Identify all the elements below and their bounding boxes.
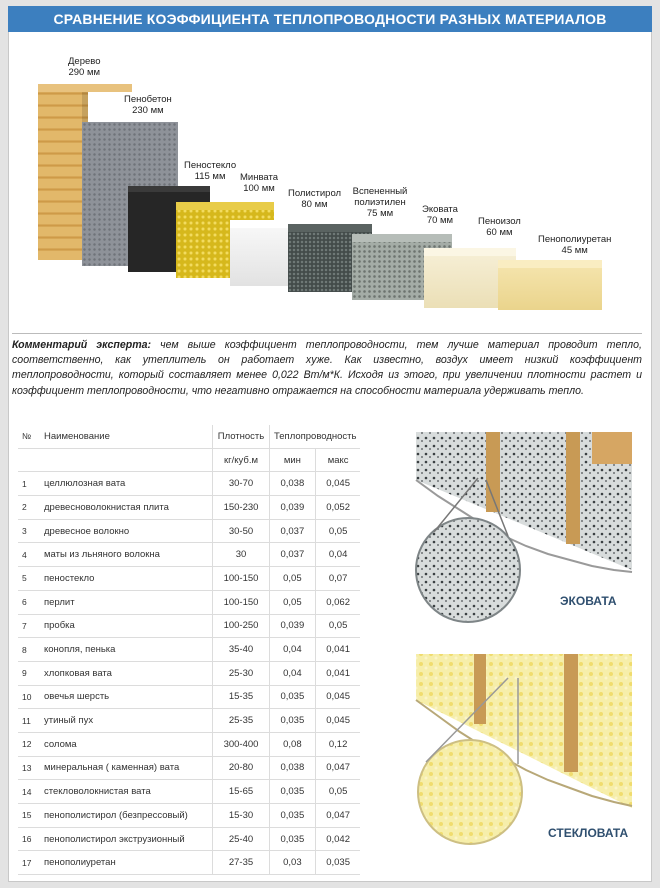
page-title: СРАВНЕНИЕ КОЭФФИЦИЕНТА ТЕПЛОПРОВОДНОСТИ РАЗНЫХ МАТЕРИАЛОВ <box>8 6 652 32</box>
cell-max: 0,041 <box>315 661 360 685</box>
conductivity-table <box>18 425 360 875</box>
table-row <box>18 519 360 543</box>
cell-n: 10 <box>18 685 40 709</box>
material-label: Эковата 70 мм <box>422 204 458 226</box>
cell-max: 0,035 <box>315 851 360 875</box>
table-row <box>18 851 360 875</box>
cell-min: 0,08 <box>270 732 316 756</box>
cell-name: пенополистирол экструзионный <box>40 827 213 851</box>
cell-max: 0,052 <box>315 496 360 520</box>
cell-density: 15-65 <box>213 780 270 804</box>
cell-min: 0,035 <box>270 685 316 709</box>
cell-density: 100-150 <box>213 590 270 614</box>
table-row <box>18 567 360 591</box>
table-row <box>18 804 360 828</box>
cell-name: перлит <box>40 590 213 614</box>
cell-name: конопля, пенька <box>40 638 213 662</box>
cell-n: 2 <box>18 496 40 520</box>
cell-name: древесное волокно <box>40 519 213 543</box>
cell-density: 15-30 <box>213 804 270 828</box>
comment-label: Комментарий эксперта: <box>12 339 152 351</box>
cell-density: 30-50 <box>213 519 270 543</box>
cell-min: 0,038 <box>270 756 316 780</box>
cell-n: 1 <box>18 472 40 496</box>
cell-name: солома <box>40 732 213 756</box>
cell-n: 11 <box>18 709 40 733</box>
cell-density: 27-35 <box>213 851 270 875</box>
cell-name: хлопковая вата <box>40 661 213 685</box>
cell-min: 0,03 <box>270 851 316 875</box>
cell-density: 300-400 <box>213 732 270 756</box>
cell-name: пеностекло <box>40 567 213 591</box>
cell-n: 8 <box>18 638 40 662</box>
table-body <box>18 472 360 875</box>
cell-density: 30-70 <box>213 472 270 496</box>
cell-max: 0,045 <box>315 709 360 733</box>
material-label: Полистирол 80 мм <box>288 188 342 210</box>
cell-max: 0,047 <box>315 756 360 780</box>
cell-max: 0,062 <box>315 590 360 614</box>
glasswool-illustration <box>416 654 632 844</box>
cell-max: 0,12 <box>315 732 360 756</box>
cell-min: 0,039 <box>270 614 316 638</box>
table-row <box>18 827 360 851</box>
material-block-wood-top <box>38 84 132 92</box>
cell-density: 100-250 <box>213 614 270 638</box>
caption-glasswool: СТЕКЛОВАТА <box>548 826 629 840</box>
cell-name: стекловолокнистая вата <box>40 780 213 804</box>
table-row <box>18 614 360 638</box>
cell-name: пробка <box>40 614 213 638</box>
table-row <box>18 638 360 662</box>
table-row <box>18 780 360 804</box>
cell-density: 25-35 <box>213 709 270 733</box>
cell-density: 150-230 <box>213 496 270 520</box>
material-label: Пенобетон 230 мм <box>124 94 172 116</box>
col-min: мин <box>270 448 316 472</box>
materials-comparison <box>12 34 648 326</box>
col-name: Наименование <box>40 425 213 448</box>
col-max: макс <box>315 448 360 472</box>
cell-density: 100-150 <box>213 567 270 591</box>
table-row <box>18 756 360 780</box>
col-conductivity: Теплопроводность <box>270 425 361 448</box>
cell-min: 0,037 <box>270 543 316 567</box>
cell-name: утиный пух <box>40 709 213 733</box>
cell-min: 0,05 <box>270 590 316 614</box>
cell-max: 0,05 <box>315 780 360 804</box>
material-label: Пенополиуретан 45 мм <box>538 234 612 256</box>
cell-n: 15 <box>18 804 40 828</box>
cell-min: 0,035 <box>270 804 316 828</box>
illustrations-svg <box>408 420 644 870</box>
cell-max: 0,045 <box>315 685 360 709</box>
cell-n: 16 <box>18 827 40 851</box>
expert-comment <box>12 333 642 420</box>
cell-min: 0,035 <box>270 709 316 733</box>
cell-density: 35-40 <box>213 638 270 662</box>
cell-min: 0,035 <box>270 780 316 804</box>
cell-max: 0,05 <box>315 614 360 638</box>
material-block-wood <box>38 90 88 260</box>
table-row <box>18 496 360 520</box>
cell-max: 0,04 <box>315 543 360 567</box>
cell-max: 0,05 <box>315 519 360 543</box>
cell-density: 25-40 <box>213 827 270 851</box>
cell-name: пенополистирол (безпрессовый) <box>40 804 213 828</box>
table-row <box>18 685 360 709</box>
cell-min: 0,04 <box>270 638 316 662</box>
cell-n: 17 <box>18 851 40 875</box>
table-row <box>18 661 360 685</box>
table-row <box>18 472 360 496</box>
cell-max: 0,042 <box>315 827 360 851</box>
col-density-unit: кг/куб.м <box>213 448 270 472</box>
material-label: Минвата 100 мм <box>240 172 279 194</box>
material-label: Пеноизол 60 мм <box>478 216 521 238</box>
cell-min: 0,037 <box>270 519 316 543</box>
cell-max: 0,045 <box>315 472 360 496</box>
cell-density: 15-35 <box>213 685 270 709</box>
table-row <box>18 543 360 567</box>
caption-ecowool: ЭКОВАТА <box>560 594 617 608</box>
cell-min: 0,05 <box>270 567 316 591</box>
cell-name: овечья шерсть <box>40 685 213 709</box>
col-density: Плотность <box>213 425 270 448</box>
cell-name: пенополиуретан <box>40 851 213 875</box>
cell-name: целлюлозная вата <box>40 472 213 496</box>
material-label: Дерево 290 мм <box>68 56 101 78</box>
cell-max: 0,07 <box>315 567 360 591</box>
cell-n: 7 <box>18 614 40 638</box>
table-row <box>18 709 360 733</box>
cell-density: 30 <box>213 543 270 567</box>
cell-n: 13 <box>18 756 40 780</box>
table-row <box>18 590 360 614</box>
cell-name: минеральная ( каменная) вата <box>40 756 213 780</box>
cell-min: 0,035 <box>270 827 316 851</box>
cell-n: 4 <box>18 543 40 567</box>
cell-density: 25-30 <box>213 661 270 685</box>
material-label: Пеностекло 115 мм <box>184 160 237 182</box>
cell-density: 20-80 <box>213 756 270 780</box>
cell-min: 0,038 <box>270 472 316 496</box>
cell-n: 3 <box>18 519 40 543</box>
cell-name: древесноволокнистая плита <box>40 496 213 520</box>
table-subheader-row <box>18 448 360 472</box>
cell-n: 12 <box>18 732 40 756</box>
cell-min: 0,04 <box>270 661 316 685</box>
cell-name: маты из льняного волокна <box>40 543 213 567</box>
cell-max: 0,041 <box>315 638 360 662</box>
col-num: № <box>18 425 40 448</box>
cell-n: 9 <box>18 661 40 685</box>
table-row <box>18 732 360 756</box>
material-block-polyurethane <box>498 260 602 310</box>
cell-min: 0,039 <box>270 496 316 520</box>
cell-n: 6 <box>18 590 40 614</box>
cell-n: 14 <box>18 780 40 804</box>
material-illustrations <box>408 420 644 870</box>
cell-n: 5 <box>18 567 40 591</box>
cell-max: 0,047 <box>315 804 360 828</box>
material-label: Вспененный полиэтилен 75 мм <box>352 186 408 219</box>
comment-text: чем выше коэффициент теплопроводности, тем лучше материал проводит тепло, соответственно, как утеплитель он работает хуже. Как известно, воздух имеет низкий коэффициент теплопроводности, который составляет менее 0,022 Вт/м*К. Исходя из этого, при увеличении плотности растет и коэффициент теплопроводности, что негативно отражается на способности материала удерживать тепло. <box>12 339 642 397</box>
table-header-row <box>18 425 360 448</box>
